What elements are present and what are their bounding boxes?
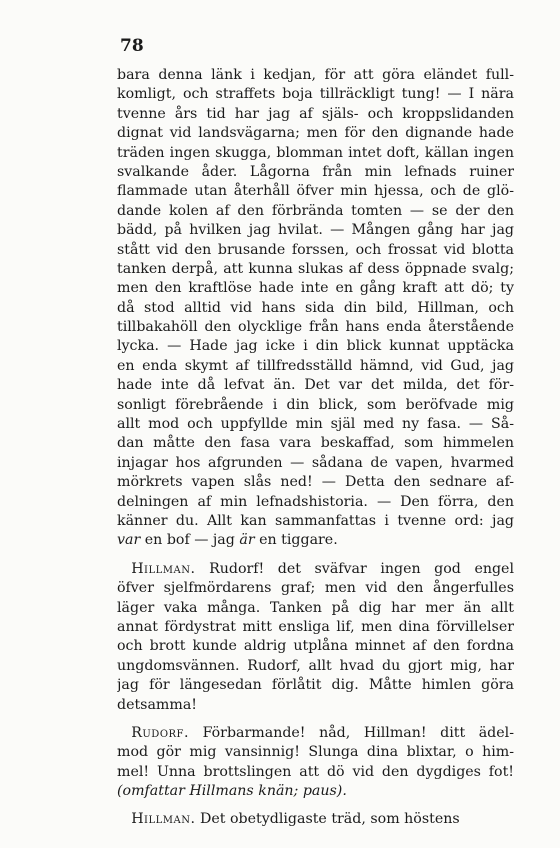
text-line: mel! Unna brottslingen att dö vid den dygdiges fot! [117, 763, 514, 780]
text-line: och brott kunde aldrig utplåna minnet af den fordna [117, 638, 514, 655]
text-line-first [117, 560, 514, 579]
text-line: läger vaka många. Tanken på dig har mer än allt [117, 599, 514, 616]
text-line: sonligt förebrående i din blick, som beröfvade mig [117, 396, 514, 413]
text-fragment: Förbarmande! nåd, Hillman! ditt ädel- [189, 724, 514, 741]
text-line: dignat vid landsvägarna; men för den dignande hade [117, 125, 514, 142]
paragraph-gap [117, 801, 514, 810]
text-line: komligt, och straffets boja tillräckligt tung! — I nära [117, 86, 514, 103]
text-line: en enda skymt af tillfredsställd hämnd, vid Gud, jag [117, 357, 514, 374]
paragraph-hillman-reply [117, 560, 514, 715]
text-line: då stod alltid vid hans sida din bild, Hillman, och [117, 299, 514, 316]
text-line: tanken derpå, att kunna slukas af dess öppnade svalg; [117, 260, 514, 277]
speaker-name: Rudorf. [131, 724, 189, 741]
text-fragment: en tiggare. [254, 532, 338, 549]
paragraph-gap [117, 715, 514, 724]
stage-direction: (omfattar Hillmans knän; paus). [117, 783, 347, 800]
text-line: känner du. Allt kan sammanfattas i tvenne ord: jag [117, 512, 514, 529]
speaker-name: Hillman. [131, 560, 196, 577]
page-number: 78 [120, 36, 144, 56]
text-line: flammade utan återhåll öfver min hjessa, och de glö- [117, 183, 514, 200]
text-line: allt mod och uppfyllde min själ med ny fasa. — Så- [117, 416, 514, 433]
text-fragment: en bof — jag [140, 532, 240, 549]
text-line-first [117, 810, 514, 829]
text-line: mörkrets vapen slås ned! — Detta den sednare af- [117, 474, 514, 491]
text-line: injagar hos afgrunden — sådana de vapen, hvarmed [117, 454, 514, 471]
text-line-final [117, 531, 514, 550]
text-line: jag för längesedan förlåtit dig. Måtte himlen göra [117, 677, 514, 694]
paragraph-hillman-second [117, 810, 514, 829]
speaker-name: Hillman. [131, 811, 196, 828]
text-line: annat fördystrat mitt ensliga lif, men dina förvillelser [117, 618, 514, 635]
text-line: hade inte då lefvat än. Det var det milda, det för- [117, 377, 514, 394]
text-fragment: Det obetydligaste träd, som höstens [195, 811, 460, 828]
text-line: bara denna länk i kedjan, för att göra eländet full- [117, 67, 514, 83]
italic-word: är [239, 532, 255, 549]
text-line: bädd, på hvilken jag hvilat. — Mången gång har jag [117, 222, 514, 239]
italic-word: var [117, 532, 141, 549]
text-line: dande kolen af den förbrända tomten — se der den [117, 202, 514, 219]
paragraph-gap [117, 551, 514, 560]
text-line: träden ingen skugga, blomman intet doft, källan ingen [117, 144, 514, 161]
text-line: öfver sjelfmördarens graf; men vid den ångerfulles [117, 580, 514, 597]
text-line: svalkande åder. Lågorna från min lefnads ruiner [117, 163, 514, 180]
text-line: mod gör mig vansinnig! Slunga dina blixtar, o him- [117, 744, 514, 761]
text-line: stått vid den brusande forssen, och frossat vid blotta [117, 241, 514, 258]
text-line: men den kraftlöse hade inte en gång kraft att dö; ty [117, 280, 514, 297]
paragraph-rudorf-reply [117, 724, 514, 802]
paragraph-rudorf-monologue [117, 66, 514, 551]
text-line: delningen af min lefnadshistoria. — Den förra, den [117, 493, 514, 510]
text-line: detsamma! [117, 696, 197, 713]
text-line: ungdomsvännen. Rudorf, allt hvad du gjort mig, har [117, 657, 514, 674]
text-line: tillbakahöll den olycklige från hans enda återstående [117, 319, 514, 336]
body-text [117, 66, 514, 830]
text-fragment: Rudorf! det sväfvar ingen god engel [195, 560, 514, 577]
text-line: tvenne års tid har jag af själs- och kroppslidanden [117, 105, 514, 122]
text-line: lycka. — Hade jag icke i din blick kunnat upptäcka [117, 338, 514, 355]
text-line-first [117, 724, 514, 743]
text-line: dan måtte den fasa vara beskaffad, som himmelen [117, 435, 514, 452]
